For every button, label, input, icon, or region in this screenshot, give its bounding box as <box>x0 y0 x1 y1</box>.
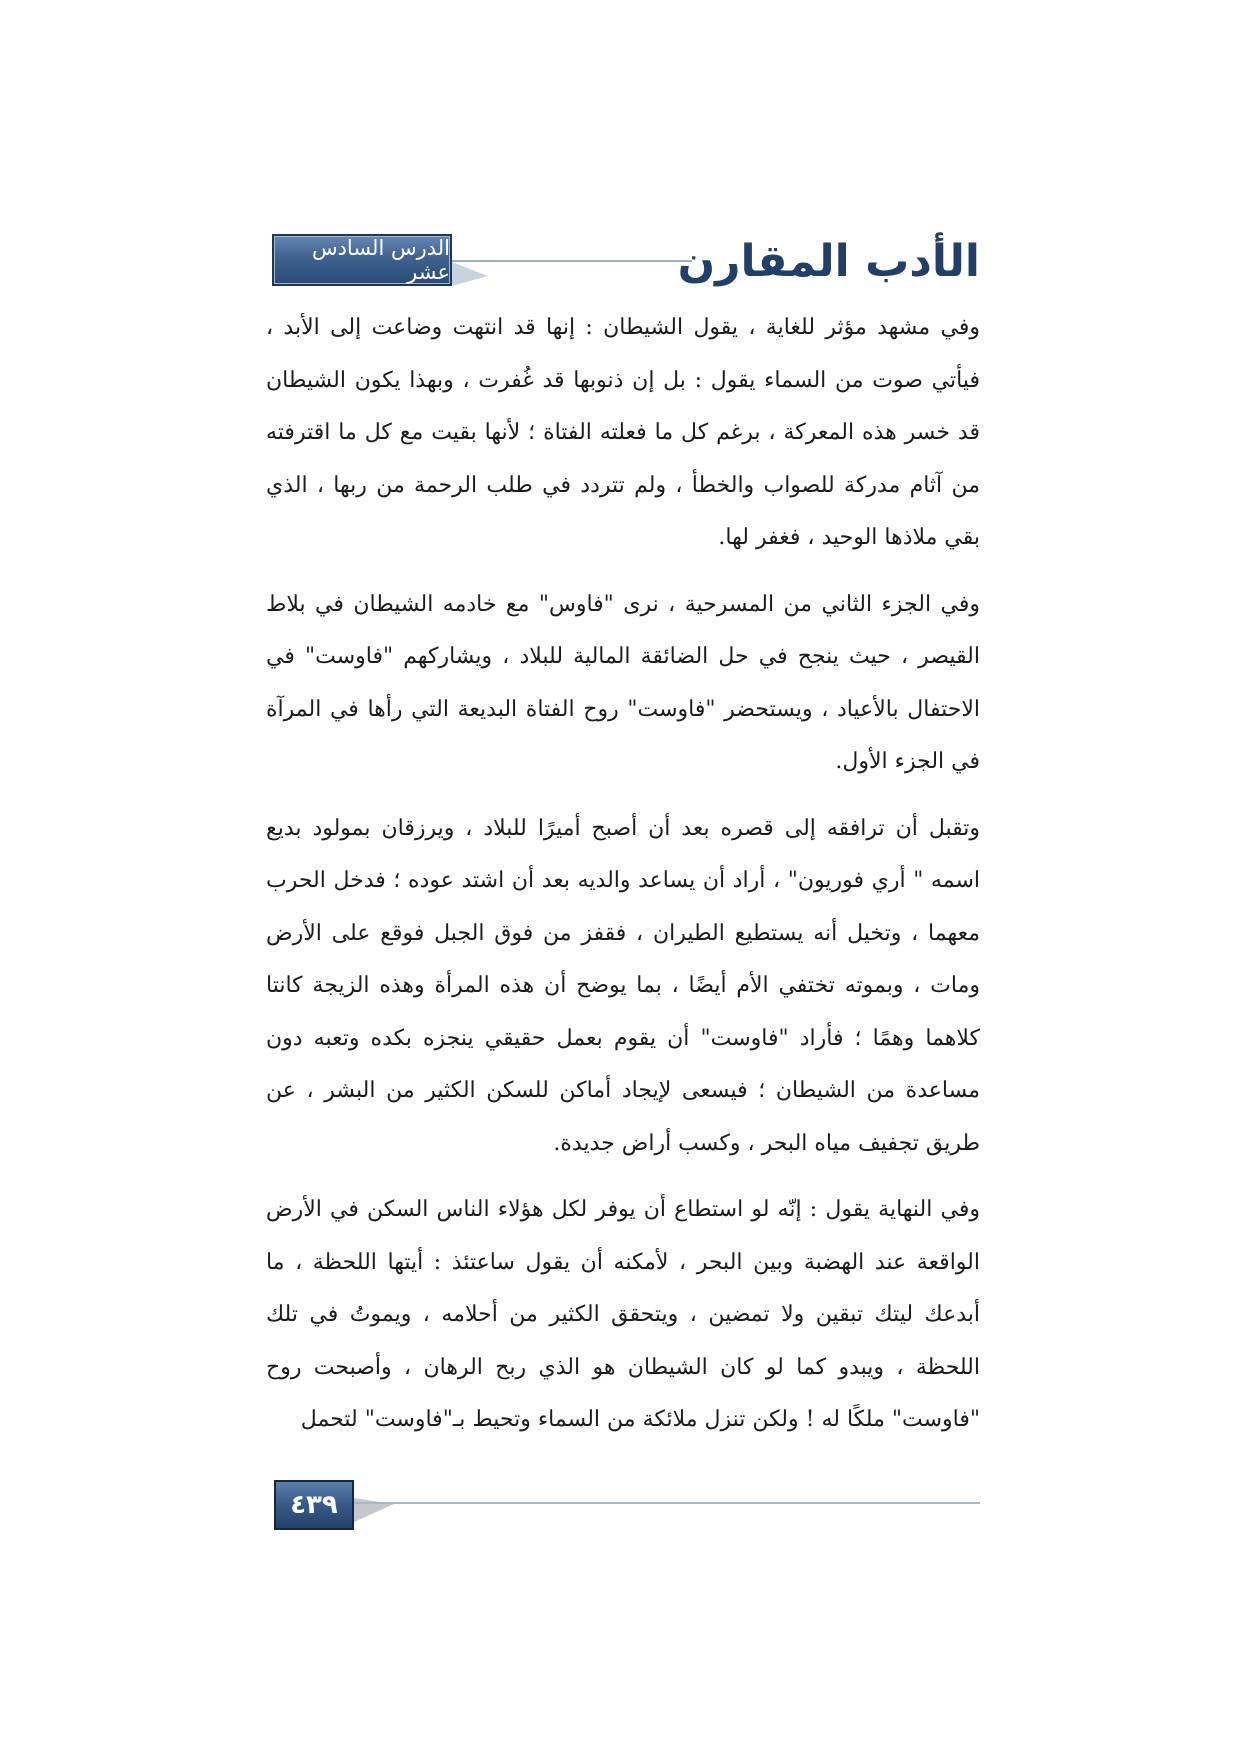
main-text <box>266 302 980 1461</box>
paragraph-2: وفي الجزء الثاني من المسرحية ، نرى "فاوس" مع خادمه الشيطان في بلاط القيصر ، حيث ينجح في حل الضائقة المالية للبلاد ، ويشاركهم "فاوست" في الاحتفال بالأعياد ، ويستحضر "فاوست" روح الفتاة البديعة التي رأها في المرآة في الجزء الأول. <box>266 591 980 774</box>
page-footer <box>270 1478 980 1538</box>
paragraph-1: وفي مشهد مؤثر للغاية ، يقول الشيطان : إنها قد انتهت وضاعت إلى الأبد ، فيأتي صوت من السماء يقول : بل إن ذنوبها قد غُفرت ، وبهذا يكون الشيطان قد خسر هذه المعركة ، برغم كل ما فعلته الفتاة ؛ لأنها بقيت مع كل ما اقترفته من آثام مدركة للصواب والخطأ ، ولم تتردد في طلب الرحمة من ربها ، الذي بقي ملاذها الوحيد ، فغفر لها. <box>266 315 980 550</box>
header-wedge-decoration <box>452 262 488 286</box>
paragraph-4: وفي النهاية يقول : إنّه لو استطاع أن يوفر لكل هؤلاء الناس السكن في الأرض الواقعة عند الهضبة وبين البحر ، لأمكنه أن يقول ساعتئذ : أيتها اللحظة ، ما أبدعك ليتك تبقين ولا تمضين ، ويتحقق الكثير من أحلامه ، ويموتُ في تلك اللحظة ، ويبدو كما لو كان الشيطان هو الذي ربح الرهان ، وأصبحت روح "فاوست" ملكًا له ! ولكن تنزل ملائكة من السماء وتحيط بـ"فاوست" لتحمل <box>266 1197 980 1432</box>
header-divider <box>452 260 692 262</box>
page-number: ٤٣٩ <box>274 1480 354 1530</box>
lesson-badge <box>272 234 452 286</box>
footer-divider <box>354 1502 980 1504</box>
lesson-label: الدرس السادس عشر <box>311 236 450 284</box>
page-header <box>270 226 980 296</box>
book-title: الأدب المقارن <box>677 235 980 287</box>
paragraph-3: وتقبل أن ترافقه إلى قصره بعد أن أصبح أميرًا للبلاد ، ويرزقان بمولود بديع اسمه " أري فوريون" ، أراد أن يساعد والديه بعد أن اشتد عوده ؛ فدخل الحرب معهما ، وتخيل أنه يستطيع الطيران ، فقفز من فوق الجبل فوقع على الأرض ومات ، وبموته تختفي الأم أيضًا ، بما يوضح أن هذه المرأة وهذه الزيجة كانتا كلاهما وهمًا ؛ فأراد "فاوست" أن يقوم بعمل حقيقي ينجزه بكده وتعبه دون مساعدة من الشيطان ؛ فيسعى لإيجاد أماكن للسكن الكثير من البشر ، عن طريق تجفيف مياه البحر ، وكسب أراض جديدة. <box>266 815 980 1156</box>
